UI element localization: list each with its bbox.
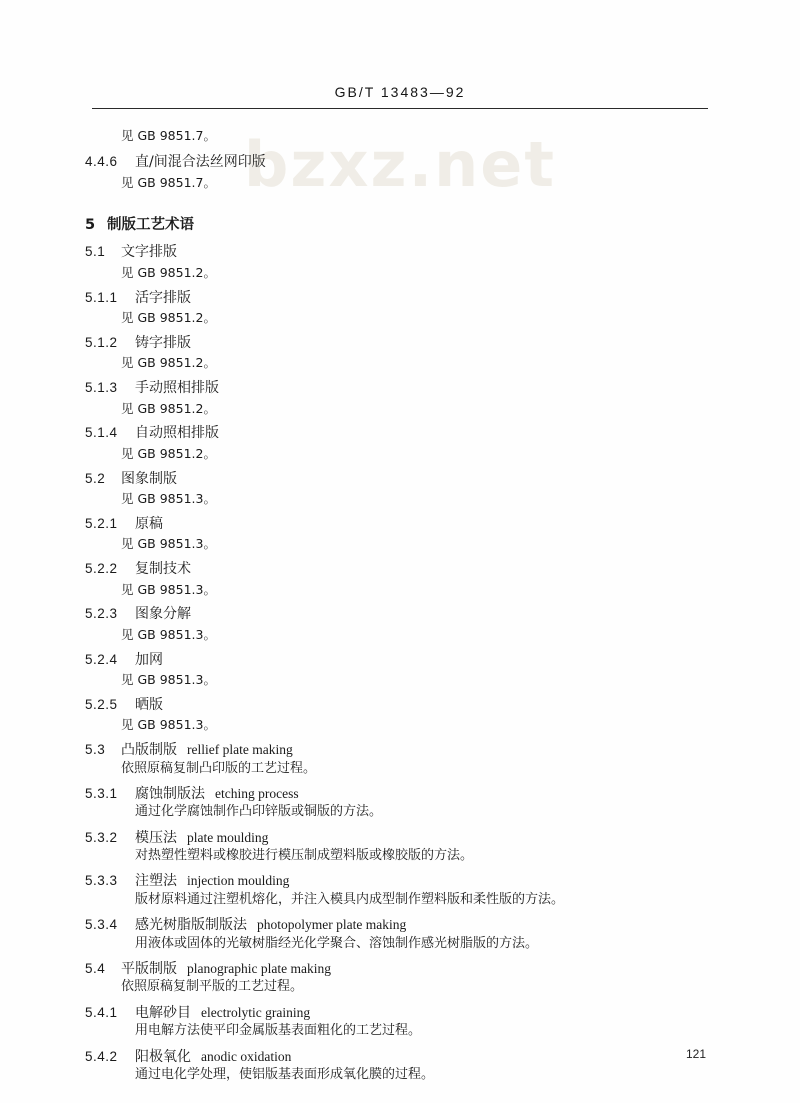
header-divider: [92, 108, 708, 109]
term-entry: [85, 1050, 725, 1065]
section-number: 5: [85, 217, 96, 234]
term-english: injection moulding: [187, 873, 290, 889]
term-definition: 通过化学腐蚀制作凸印锌版或铜版的方法。: [135, 804, 383, 820]
page-number: 121: [685, 1047, 706, 1061]
term-entry: [85, 245, 725, 260]
term-label: 凸版制版: [121, 742, 177, 758]
term-number: 5.3.3: [85, 873, 118, 889]
term-entry: [85, 472, 725, 487]
reference-line: 见 GB 9851.2。: [121, 400, 216, 416]
term-entry: [85, 1006, 725, 1021]
term-number: 5.1.4: [85, 425, 118, 441]
term-label: 电解砂目: [135, 1004, 191, 1021]
term-number: 5.2.1: [85, 515, 118, 531]
section-title: 制版工艺术语: [107, 217, 194, 234]
continued-block: [85, 126, 725, 189]
term-english: rellief plate making: [187, 742, 293, 757]
term-label: 复制技术: [135, 561, 191, 577]
reference-line: 见 GB 9851.3。: [121, 536, 216, 552]
term-definition: 对热塑性塑料或橡胶进行模压制成塑料版或橡胶版的方法。: [135, 848, 474, 864]
term-number: 5.4: [85, 960, 106, 976]
term-number: 5.2: [85, 470, 106, 486]
term-definition: 版材原料通过注塑机熔化，并注入模具内成型制作塑料版和柔性版的方法。: [135, 891, 565, 907]
term-entry: [85, 698, 725, 713]
term-number: 5.4.2: [85, 1048, 118, 1064]
term-label: 图象分解: [135, 606, 191, 623]
reference-line: 见 GB 9851.2。: [121, 310, 216, 325]
reference-line: 见 GB 9851.3。: [121, 491, 216, 506]
term-number: 5.2.5: [85, 696, 118, 712]
term-label: 活字排版: [135, 289, 191, 306]
reference-line: 见 GB 9851.2。: [121, 264, 216, 280]
reference-line: 见 GB 9851.3。: [121, 717, 216, 733]
term-label: 手动照相排版: [135, 380, 219, 396]
term-entry: [85, 607, 725, 622]
term-entry: [85, 562, 725, 577]
term-number: 5.2.3: [85, 606, 118, 622]
term-definition: 通过电化学处理，使铝版基表面形成氧化膜的过程。: [135, 1067, 435, 1083]
term-english: photopolymer plate making: [257, 917, 407, 933]
term-definition: 依照原稿复制平版的工艺过程。: [121, 979, 304, 995]
term-entry: [85, 787, 725, 802]
term-entry: [85, 874, 725, 889]
term-definition: 依照原稿复制凸印版的工艺过程。: [121, 760, 317, 776]
document-body: [85, 126, 725, 1082]
term-label: 阳极氧化: [135, 1048, 191, 1065]
term-entry: [85, 381, 725, 396]
reference-line: 见 GB 9851.3。: [121, 672, 216, 687]
term-number: 5.2.4: [85, 651, 118, 667]
term-english: anodic oxidation: [201, 1048, 292, 1064]
term-label: 图象制版: [121, 470, 177, 487]
term-number: 5.1.3: [85, 380, 118, 395]
term-label: 感光树脂版制版法: [135, 917, 247, 934]
term-label: 晒版: [135, 696, 163, 713]
term-number: 5.4.1: [85, 1004, 118, 1020]
term-definition: 用电解方法使平印金属版基表面粗化的工艺过程。: [135, 1023, 422, 1039]
term-entry: [85, 517, 725, 532]
term-label: 文字排版: [121, 244, 177, 261]
term-definition: 用液体或固体的光敏树脂经光化学聚合、溶蚀制作感光树脂版的方法。: [135, 935, 539, 951]
term-number: 5.1.1: [85, 289, 118, 305]
term-label: 加网: [135, 651, 163, 668]
term-number: 5.1.2: [85, 334, 118, 350]
term-label: 自动照相排版: [135, 425, 219, 442]
section-heading: [85, 213, 725, 234]
term-entry: [85, 653, 725, 668]
term-number: 5.3.4: [85, 917, 118, 933]
reference-line: 见 GB 9851.3。: [121, 626, 216, 642]
term-english: etching process: [215, 785, 299, 801]
reference-line: 见 GB 9851.2。: [121, 445, 216, 461]
term-entry: [85, 155, 725, 170]
term-label: 模压法: [135, 829, 177, 846]
term-entry: [85, 291, 725, 306]
watermark-text: bzxz.net: [244, 128, 556, 201]
page-header-standard-code: GB/T 13483—92: [334, 84, 466, 100]
term-label: 原稿: [135, 515, 163, 532]
term-entry: [85, 918, 725, 933]
reference-line: 见 GB 9851.3。: [121, 581, 216, 597]
reference-line: 见 GB 9851.7。: [121, 128, 216, 143]
reference-line: 见 GB 9851.7。: [121, 174, 216, 190]
term-number: 5.3.2: [85, 829, 118, 845]
term-number: 5.3: [85, 742, 106, 757]
term-label: 平版制版: [121, 960, 177, 977]
term-number: 5.1: [85, 244, 106, 260]
term-label: 腐蚀制版法: [135, 785, 205, 802]
term-english: plate moulding: [187, 829, 269, 845]
reference-line: 见 GB 9851.2。: [121, 355, 216, 371]
term-entry: [85, 831, 725, 846]
term-english: planographic plate making: [187, 960, 331, 976]
term-entry: [85, 743, 725, 758]
term-entry: [85, 336, 725, 351]
term-label: 注塑法: [135, 873, 177, 890]
term-label: 直/间混合法丝网印版: [135, 154, 266, 170]
term-entry: [85, 426, 725, 441]
term-number: 4.4.6: [85, 154, 118, 169]
term-label: 铸字排版: [135, 334, 191, 351]
term-number: 5.3.1: [85, 785, 118, 801]
term-entry: [85, 962, 725, 977]
term-entry-list: [85, 245, 725, 1082]
term-number: 5.2.2: [85, 561, 118, 576]
term-english: electrolytic graining: [201, 1004, 311, 1020]
